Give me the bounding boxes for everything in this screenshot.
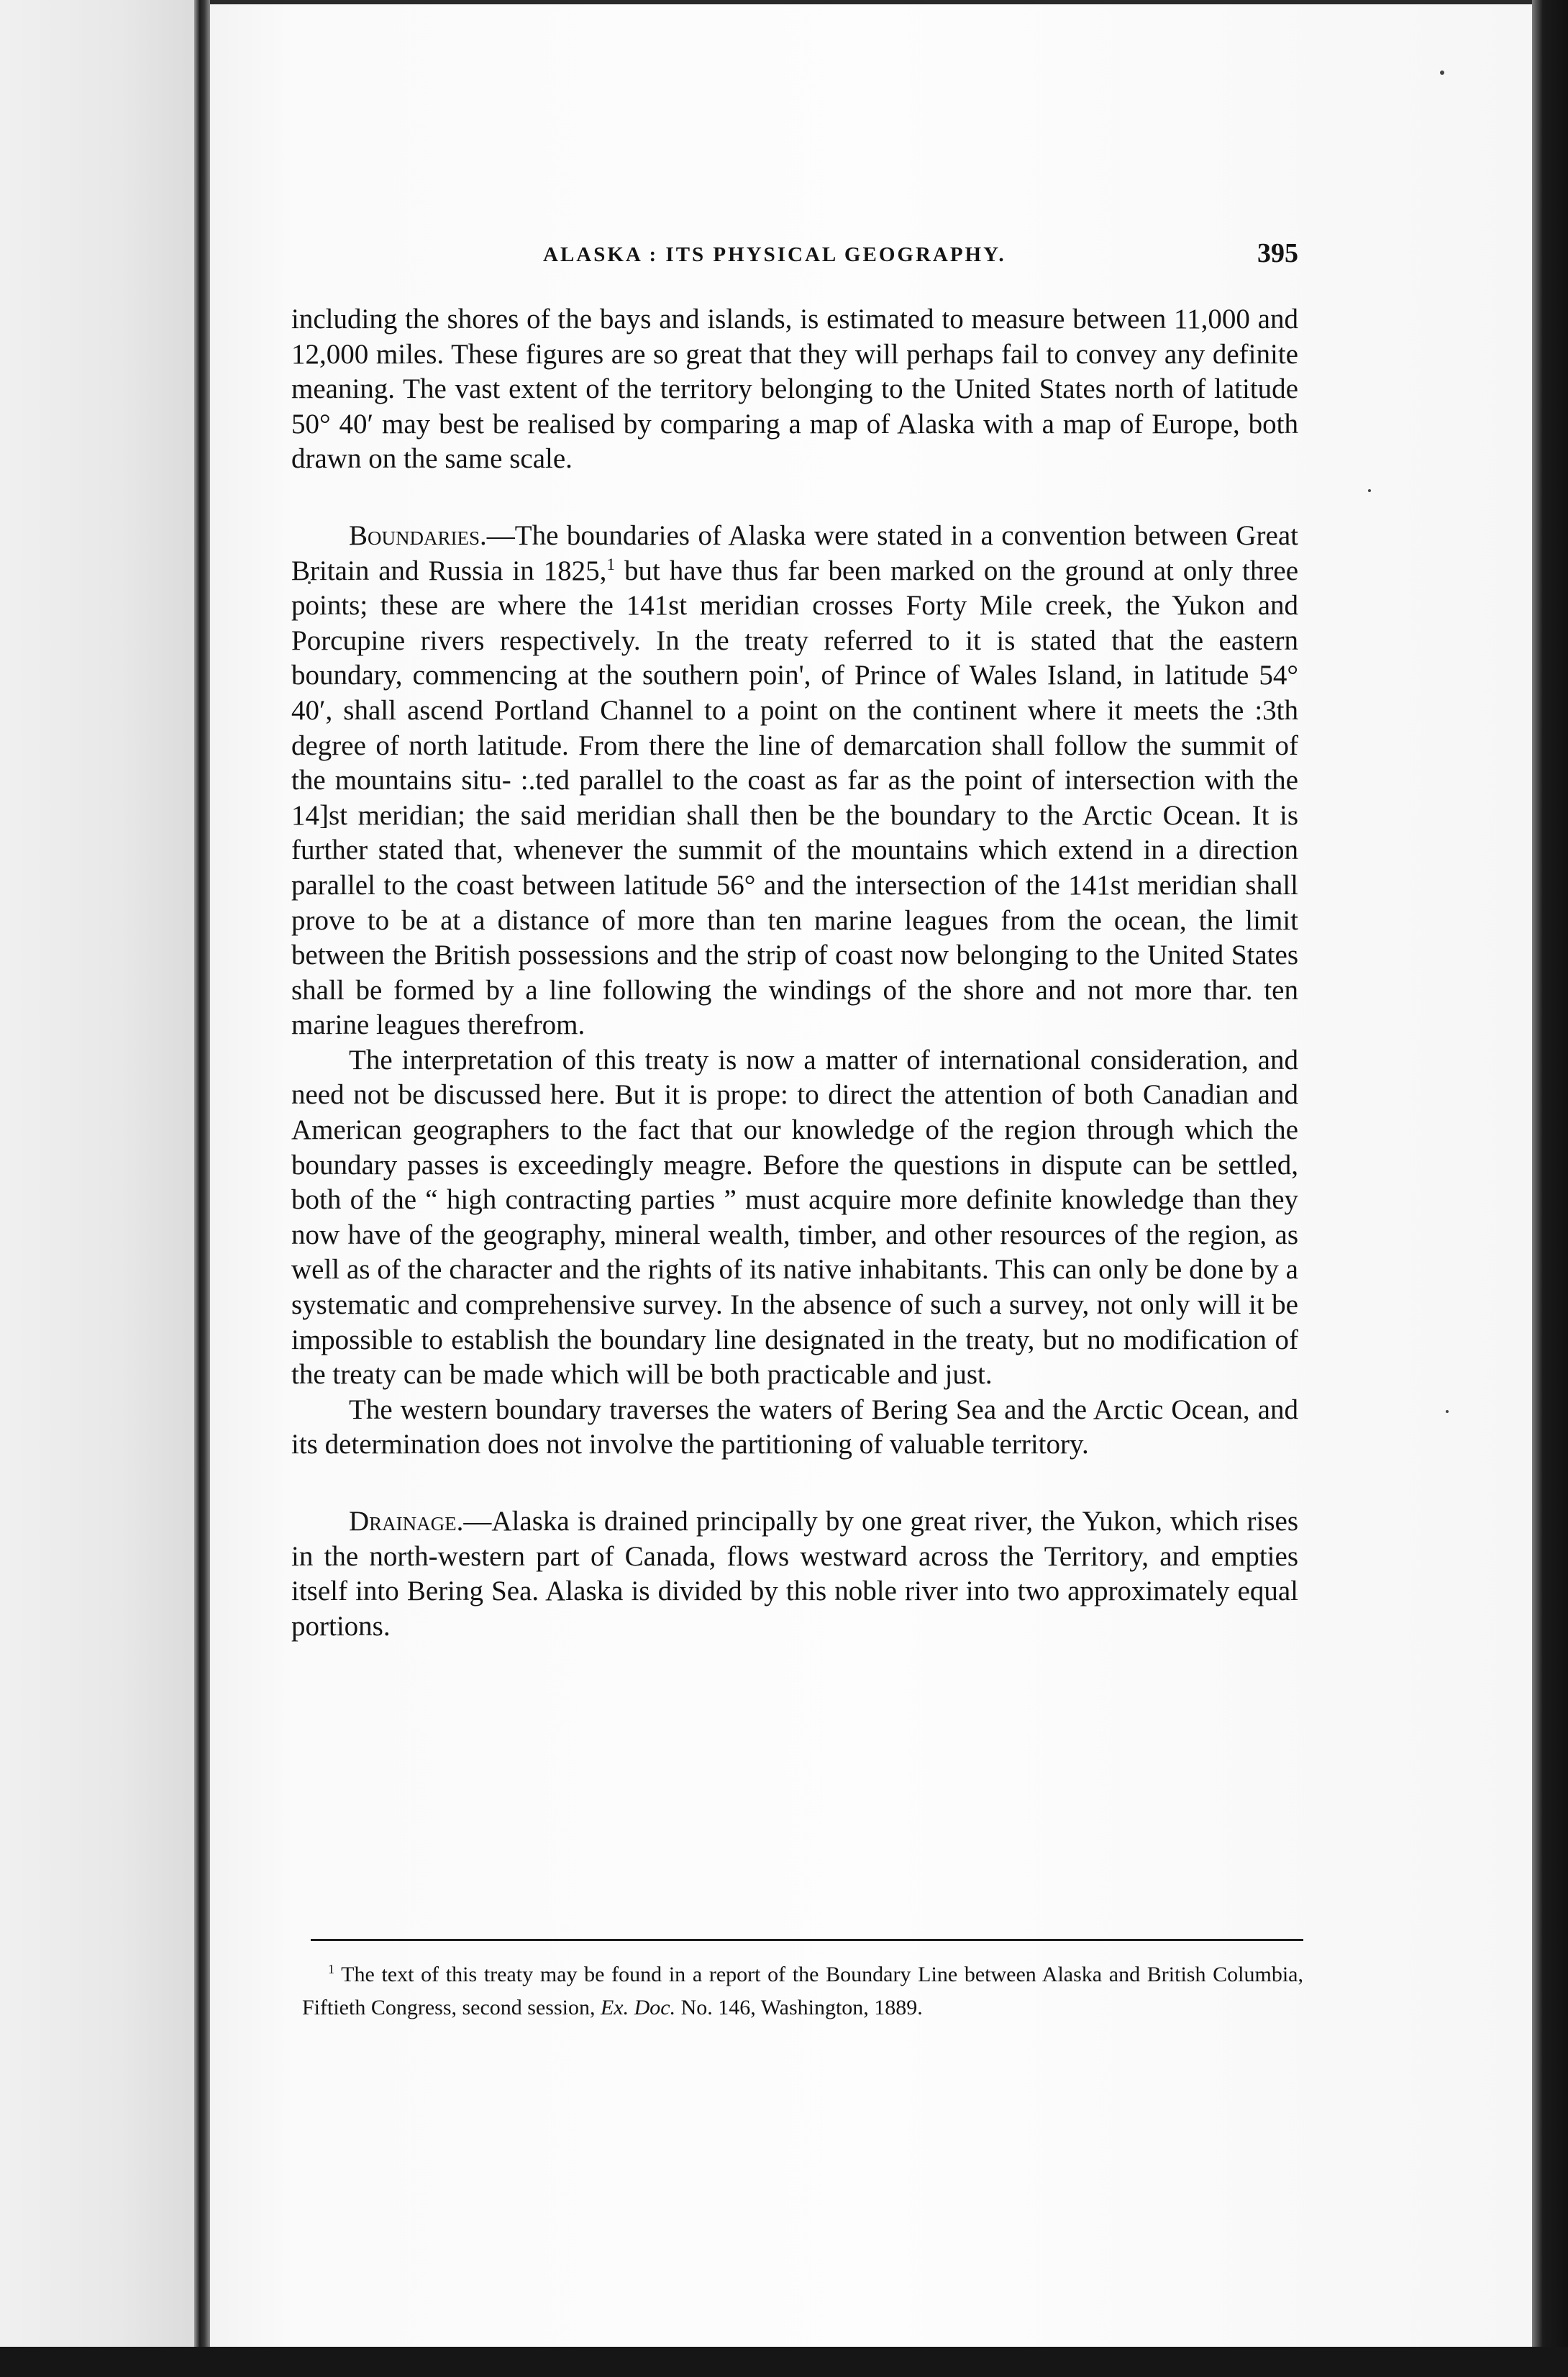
paragraph-continuation: including the shores of the bays and islands, is estimated to measure between 11,000 and 12,000 miles. These figures are so great that they will perhaps fail to convey any definite meaning. The vast extent of the territory belonging to the United States north of latitude 50° 40′ may best be realised by comparing a map of Alaska with a map of Europe, both drawn on the same scale.: [291, 304, 1298, 475]
paragraph-interpretation: The interpretation of this treaty is now a matter of international consideration, and need not be discussed here. But it is prope: to direct the attention of both Canadian and American geographers to the fact that our knowledge of the region through which the boundary passes is exceedingly meagre. Before the questions in dispute can be settled, both of the “ high contracting parties ” must acquire more definite knowledge than they now have of the geography, mineral wealth, timber, and other resources of the region, as well as of the character and the rights of its native inhabitants. This can only be done by a systematic and comprehensive survey. In the absence of such a survey, not only will it be impossible to establish the boundary line designated in the treaty, but no modification of the treaty can be made which will be both practicable and just.: [291, 1044, 1298, 1391]
boundaries-text-b: but have thus far been marked on the ground at only three points; these are where the 141st meridian crosses Forty Mile creek, the Yukon and Porcupine rivers respectively. In the treaty referred to it is stated that the eastern boundary, commencing at the southern poin', of Prince of Wales Island, in latitude 54° 40′, shall ascend Portland Channel to a point on the continent where it meets the :3th degree of north latitude. From there the line of demarcation shall follow the summit of the mountains situ- :.ted parallel to the coast as far as the point of intersection with the 14]st meridian; the said meridian shall then be the boundary to the Arctic Ocean. It is further stated that, whenever the summit of the mountains which extend in a direction parallel to the coast between latitude 56° and the intersection of the 141st meridian shall prove to be at a distance of more than ten marine leagues from the ocean, the limit between the British possessions and the strip of coast now belonging to the United States shall be formed by a line following the windings of the shore and not more thar. ten marine leagues therefrom.: [291, 555, 1298, 1041]
body-text: [291, 302, 1298, 1644]
book-gutter: [194, 0, 210, 2377]
scan-speck: [1368, 489, 1371, 492]
footnote-text-a: The text of this treaty may be found in a report of the Boundary Line between Alaska and British Columbia, Fiftieth Congress, second session,: [302, 1963, 1303, 2019]
section-heading-drainage: Drainage.: [349, 1506, 464, 1537]
scan-bottom-border: [0, 2347, 1568, 2377]
footnote-marker: 1: [328, 1962, 334, 1976]
paragraph-drainage: [291, 1504, 1298, 1644]
scan-speck: [1446, 1410, 1449, 1413]
left-page-edge: [0, 0, 200, 2377]
footnote-reference: 1: [606, 555, 616, 574]
footnote-divider: [311, 1939, 1303, 1941]
paragraph-boundaries: [291, 519, 1298, 1043]
drainage-text: —Alaska is drained principally by one great river, the Yukon, which rises in the north-western part of Canada, flows westward across the Territory, and empties itself into Bering Sea. Alaska is divided by this noble river into two approximately equal portions.: [291, 1506, 1298, 1642]
boundaries-text-a: —The boundaries of Alaska were stated in a convention between Great Britain and Russia in 1825,: [291, 519, 1298, 586]
running-head: [291, 237, 1298, 281]
footnote-text-italic: Ex. Doc.: [600, 1996, 676, 2019]
scan-speck: [1440, 71, 1444, 75]
section-heading-boundaries: Boundaries.: [349, 519, 487, 551]
footnote-text-b: No. 146, Washington, 1889.: [675, 1996, 923, 2019]
footnote-paragraph: [302, 1958, 1303, 2024]
right-page-shadow: [1532, 0, 1568, 2377]
page-number: 395: [1257, 238, 1298, 268]
running-head-title: ALASKA : ITS PHYSICAL GEOGRAPHY.: [543, 243, 1006, 266]
paragraph-western-boundary: The western boundary traverses the waters of Bering Sea and the Arctic Ocean, and its determination does not involve the partitioning of valuable territory.: [291, 1394, 1298, 1460]
footnote: [302, 1958, 1303, 2024]
